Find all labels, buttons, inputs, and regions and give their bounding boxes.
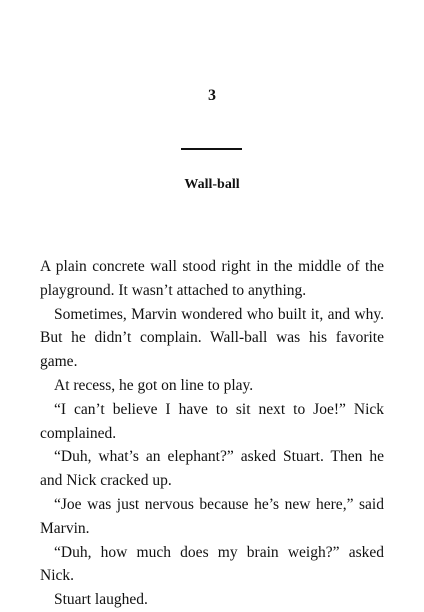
paragraph: Sometimes, Marvin wondered who built it, and why. But he didn’t complain. Wall-ball was his favorite game.: [40, 305, 384, 371]
paragraph: At recess, he got on line to play.: [54, 376, 254, 394]
chapter-body: [40, 255, 384, 612]
paragraph: A plain concrete wall stood right in the middle of the playground. It wasn’t attached to anything.: [40, 258, 384, 299]
paragraph: “Duh, what’s an elephant?” asked Stuart. Then he and Nick cracked up.: [40, 448, 384, 490]
paragraph: “Joe was just nervous because he’s new here,” said Marvin.: [40, 495, 384, 537]
paragraph: Stuart laughed.: [54, 591, 148, 609]
paragraph: “Duh, how much does my brain weigh?” asked Nick.: [40, 543, 384, 585]
chapter-title: Wall-ball: [184, 177, 240, 192]
chapter-divider: [181, 148, 242, 150]
chapter-number: 3: [208, 87, 216, 104]
paragraph: “I can’t believe I have to sit next to Joe!” Nick complained.: [40, 400, 384, 442]
